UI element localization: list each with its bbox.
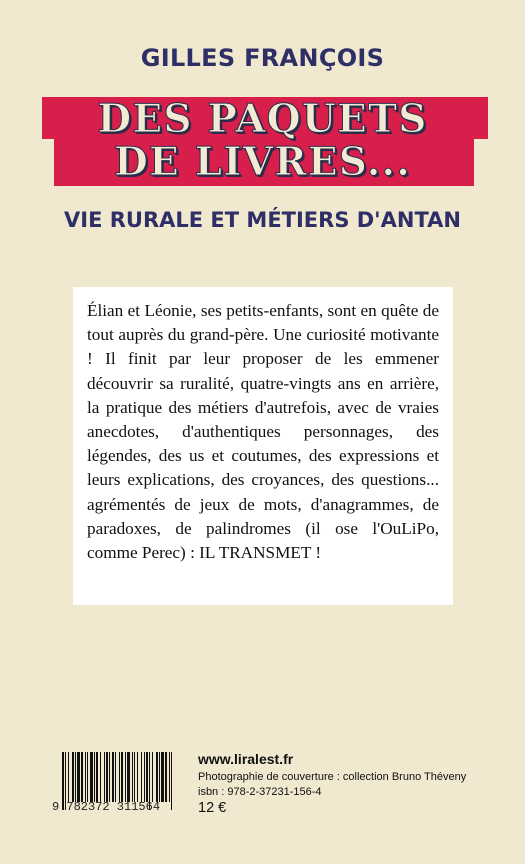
author-name: GILLES FRANÇOIS: [140, 44, 385, 72]
price: 12 €: [198, 800, 227, 816]
book-subtitle: VIE RURALE ET MÉTIERS D'ANTAN: [64, 208, 461, 232]
book-title-line1: DES PAQUETS: [97, 96, 428, 142]
photo-credit: Photographie de couverture : collection Bruno Théveny: [198, 771, 467, 783]
blurb-text: Élian et Léonie, ses petits-enfants, sont en quête de tout auprès du grand-père. Une curiosité motivante ! Il finit par leur proposer de les emmener découvrir sa ruralité, quatre-vingts ans en arrière, la pratique des métiers d'autrefois, avec de vraies anecdotes, d'authentiques personnages, des légendes, des us et coutumes, des expressions et leurs explications, des croyances, des questions... agrémentés de jeux de mots, d'anagrammes, de paradoxes, de palindromes (il ose l'OuLiPo, comme Perec) : IL TRANSMET !: [87, 301, 439, 563]
publisher-website: www.liralest.fr: [198, 751, 294, 767]
book-title-line2: DE LIVRES...: [113, 139, 412, 185]
blurb-box: [73, 287, 453, 605]
isbn: isbn : 978-2-37231-156-4: [198, 786, 322, 798]
barcode-digits: 9 782372 311564: [52, 800, 161, 814]
